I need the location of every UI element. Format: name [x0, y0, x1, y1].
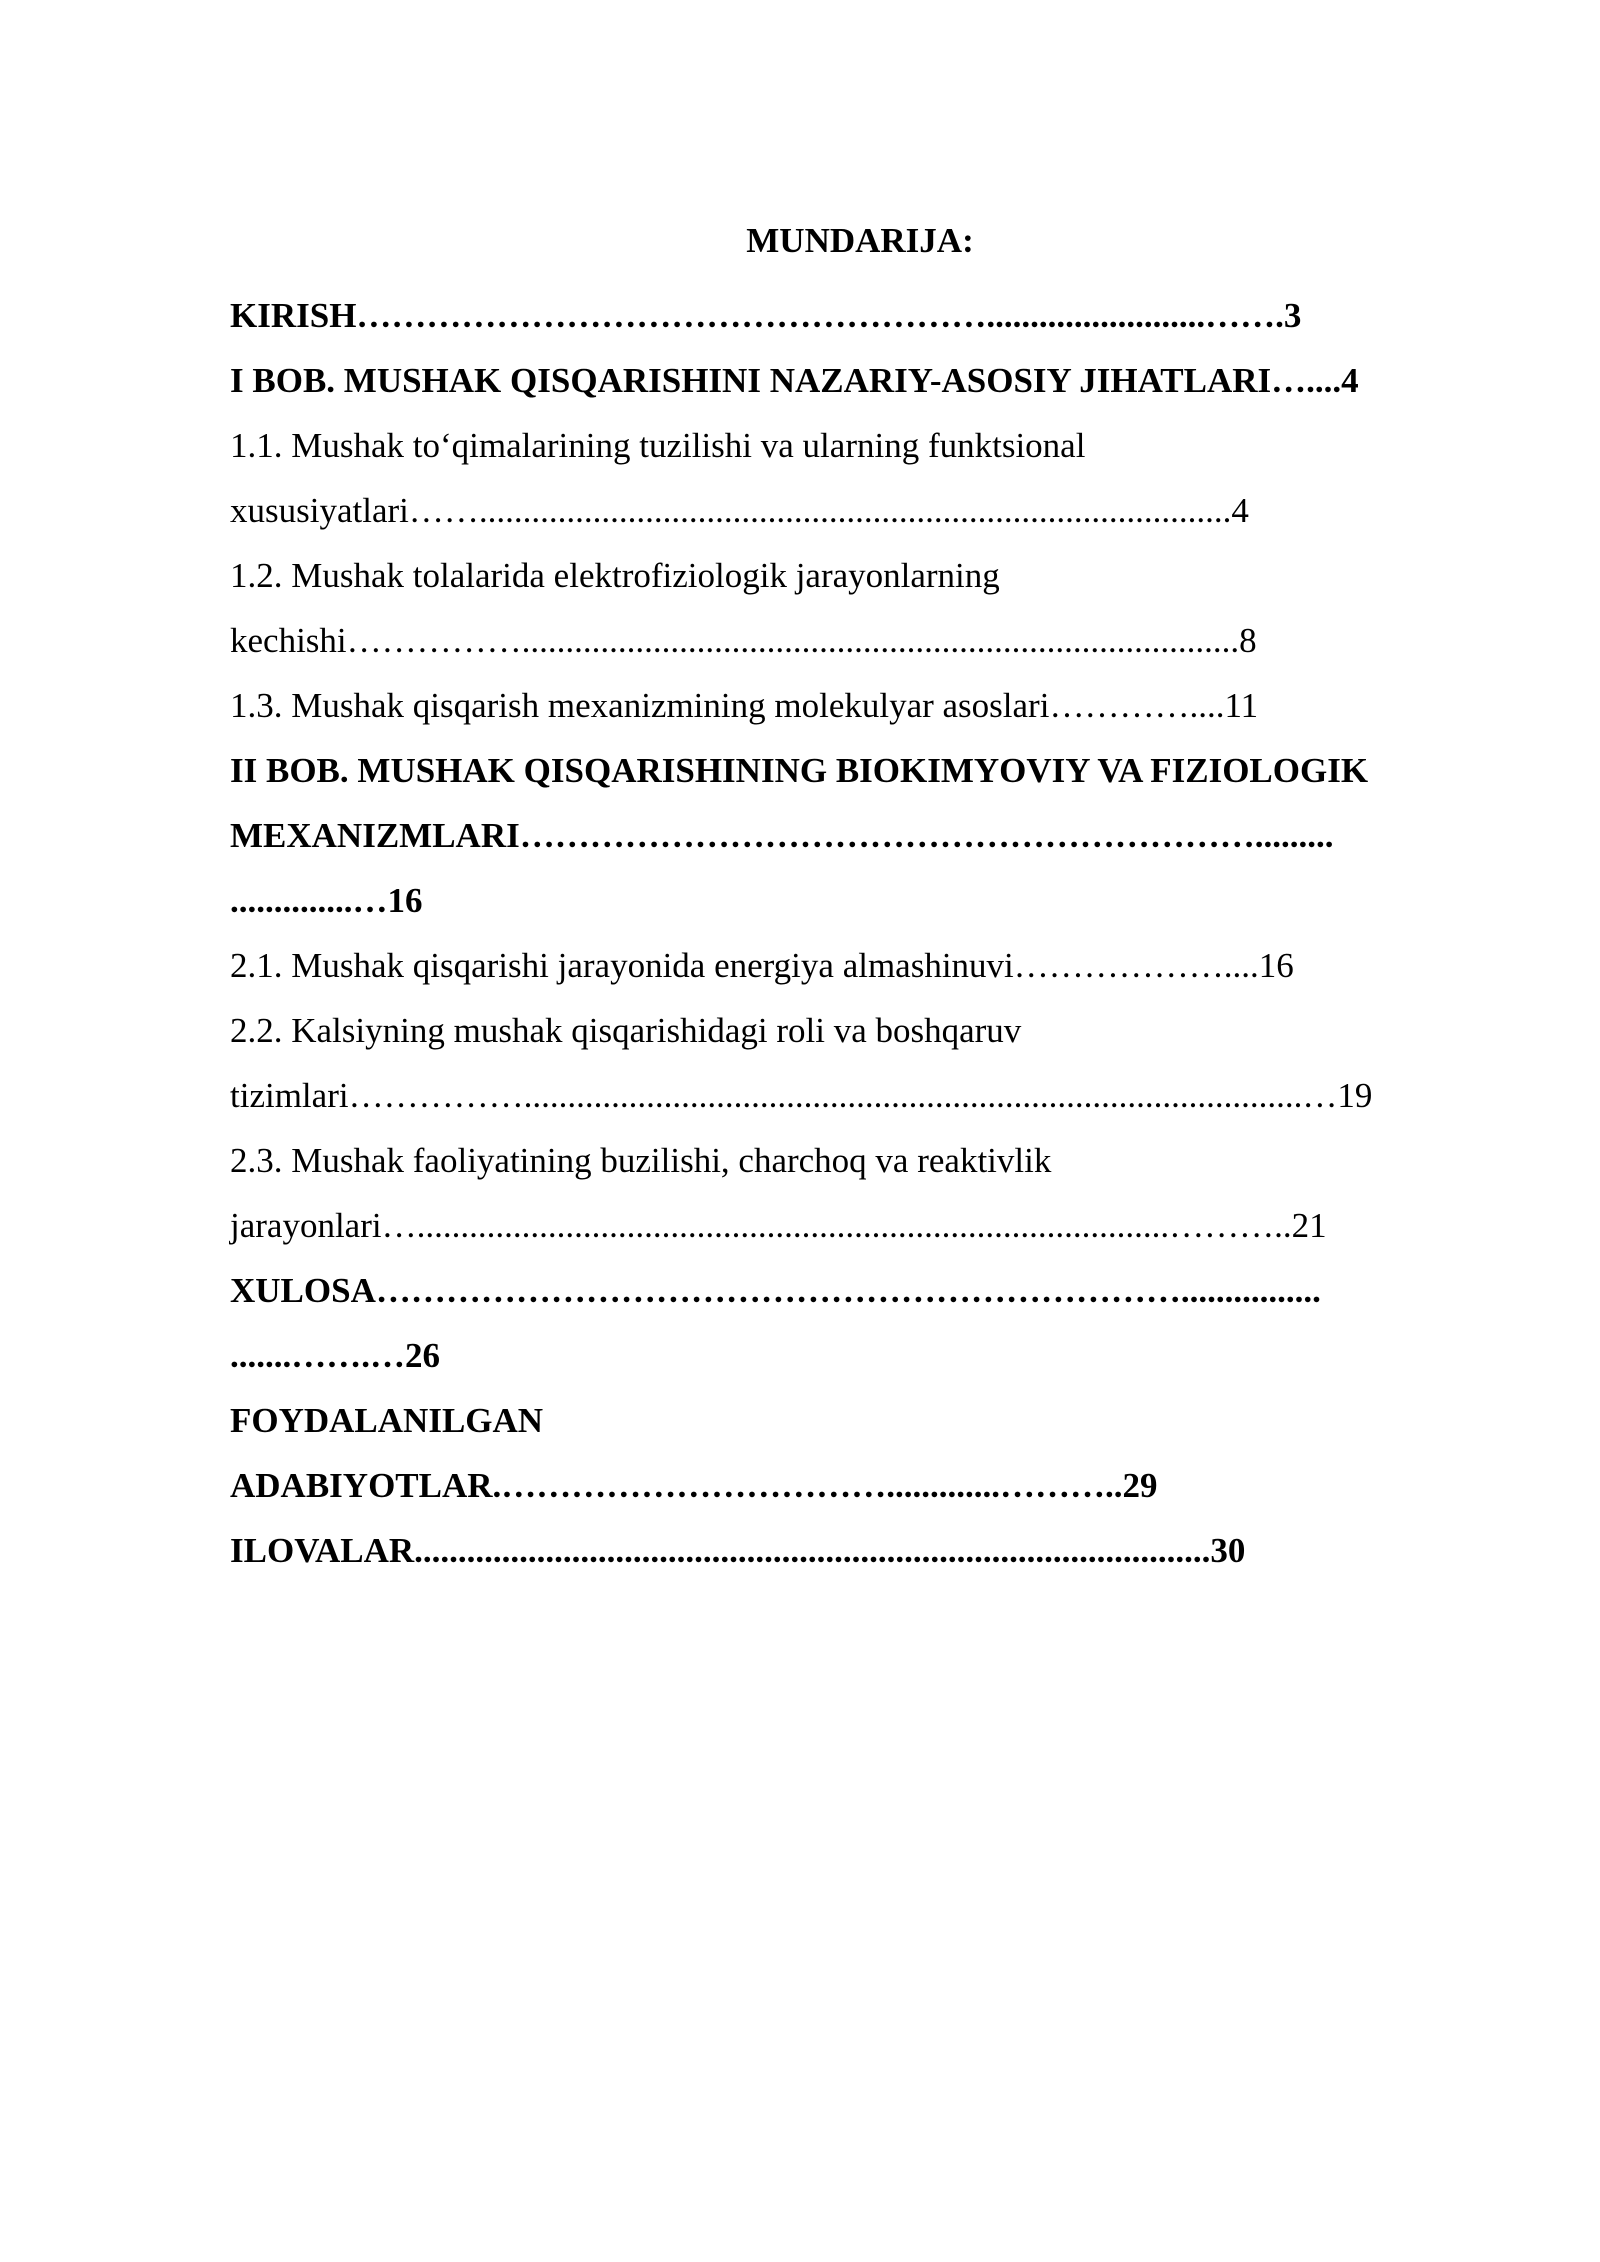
toc-section-2-1: 2.1. Mushak qisqarishi jarayonida energiya almashinuvi………………....16 — [230, 946, 1294, 985]
toc-section-1-1: 1.1. Mushak to‘qimalarining tuzilishi va ularning funktsional — [230, 426, 1086, 465]
toc-entry-references-cont: ADABIYOTLAR.…………………………….............………..29 — [230, 1466, 1158, 1505]
toc-section-2-3: 2.3. Mushak faoliyatining buzilishi, charchoq va reaktivlik — [230, 1141, 1052, 1180]
toc-title: MUNDARIJA: — [746, 221, 974, 260]
toc-chapter-1: I BOB. MUSHAK QISQARISHINI NAZARIY-ASOSIY JIHATLARI…....4 — [230, 361, 1359, 400]
toc-chapter-2-cont: MEXANIZMLARI………………………………………………………......... — [230, 816, 1334, 855]
toc-section-1-3: 1.3. Mushak qisqarish mexanizmining molekulyar asoslari…………....11 — [230, 686, 1259, 725]
toc-entry-kirish: KIRISH……………………………………………….........................…….3 — [230, 296, 1302, 335]
toc-entry-xulosa: XULOSA……………………………………………………………................ — [230, 1271, 1321, 1310]
toc-entry-xulosa-page: .......…….…26 — [230, 1336, 440, 1375]
table-of-contents — [230, 283, 1470, 1583]
toc-section-2-2: 2.2. Kalsiyning mushak qisqarishidagi roli va boshqaruv — [230, 1011, 1022, 1050]
toc-section-2-2-cont: tizimlari…………….........................................................................................…19 — [230, 1076, 1373, 1115]
toc-entry-appendices: ILOVALAR...........................................................................................30 — [230, 1531, 1246, 1570]
toc-section-1-2-cont: kechishi……………..................................................................................8 — [230, 621, 1257, 660]
toc-entry-references: FOYDALANILGAN — [230, 1401, 544, 1440]
toc-chapter-2: II BOB. MUSHAK QISQARISHINING BIOKIMYOVIY VA FIZIOLOGIK — [230, 751, 1369, 790]
toc-section-1-1-cont: xususiyatlari……......................................................................................4 — [230, 491, 1249, 530]
toc-section-2-3-cont: jarayonlari…......................................................................................………..21 — [230, 1206, 1327, 1245]
toc-section-1-2: 1.2. Mushak tolalarida elektrofiziologik jarayonlarning — [230, 556, 1000, 595]
toc-chapter-2-page: ..............…16 — [230, 881, 423, 920]
